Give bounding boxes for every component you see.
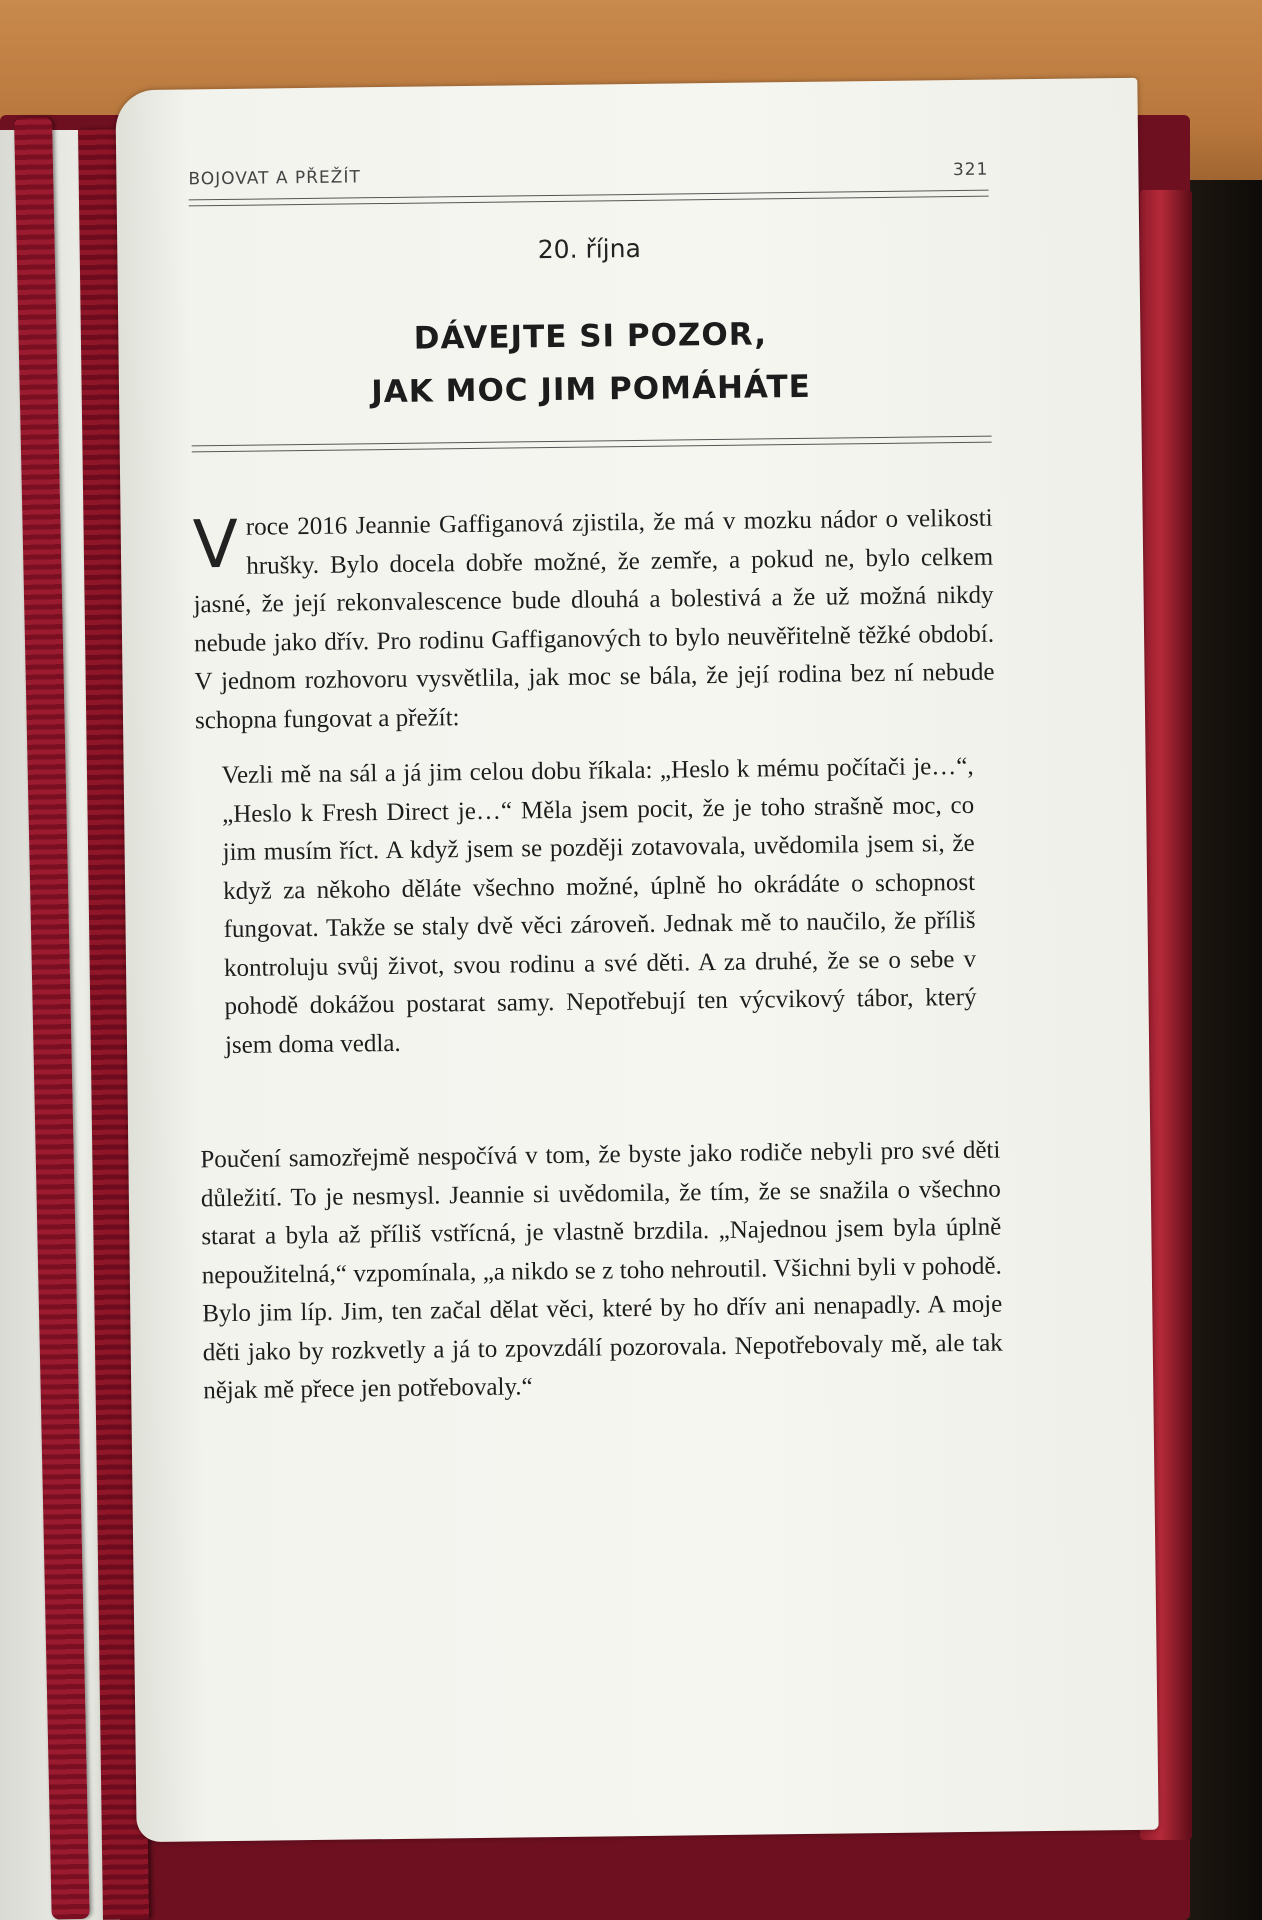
entry-date: 20. října xyxy=(537,233,641,265)
drop-cap: V xyxy=(192,505,239,584)
block-quote: Vezli mě na sál a já jim celou dobu říkala: „Heslo k mému počítači je…“, „Heslo k Fresh Direct je…“ Měla jsem pocit, že je toho strašně moc, co jim musím říct. A když jsem se později zotavovala, uvědomila jsem si, že když za někoho děláte všechno možné, úplně ho okrádáte o schopnost fungovat. Takže se staly dvě věci zároveň. Jednak mě to naučilo, že příliš kontroluju svůj život, svou rodinu a své děti. A za druhé, že se o sebe v pohodě dokážou postarat samy. Nepotřebují ten výcvikový tábor, který jsem doma vedla. xyxy=(221,752,977,1059)
paragraph-1-text: roce 2016 Jeannie Gaffiganová zjistila, že má v mozku nádor o velikosti hrušky. Bylo docela dobře možné, že zemře, a pokud ne, bylo celkem jasné, že její rekonvalescence bude dlouhá a bolestivá a že už možná nikdy nebude jako dřív. Pro rodinu Gaffiganových to bylo neuvěřitelně těžké období. V jednom rozhovoru vysvětlila, jak moc se bála, že její rodina bez ní nebude schopna fungovat a přežít: xyxy=(193,504,995,734)
running-title: BOJOVAT A PŘEŽÍT xyxy=(188,167,361,190)
header-rule xyxy=(189,190,989,207)
book-page xyxy=(115,78,1158,1842)
page-number: 321 xyxy=(952,159,989,181)
paragraph-1 xyxy=(192,500,995,741)
paragraph-2: Poučení samozřejmě nespočívá v tom, že byste jako rodiče nebyli pro své děti důležití. To je nesmysl. Jeannie si uvědomila, že tím, že se snažila o všechno starat a byla až příliš vstřícná, je vlastně brzdila. „Najednou jsem byla úplně nepoužitelná,“ vzpomínala, „a nikdo se z toho nehroutil. Všichni byli v pohodě. Bylo jim líp. Jim, ten začal dělat věci, které by ho dřív ani nenapadly. A moje děti jako by rozkvetly a já to zpovzdálí pozorovala. Nepotřebovaly mě, ale tak nějak mě přece jen potřebovaly.“ xyxy=(200,1136,1003,1405)
title-rule xyxy=(192,436,992,453)
chapter-title xyxy=(190,306,991,422)
running-header xyxy=(188,159,989,190)
chapter-title-line-1: DÁVEJTE SI POZOR, xyxy=(413,316,768,357)
chapter-title-line-2: JAK MOC JIM POMÁHÁTE xyxy=(371,368,812,411)
